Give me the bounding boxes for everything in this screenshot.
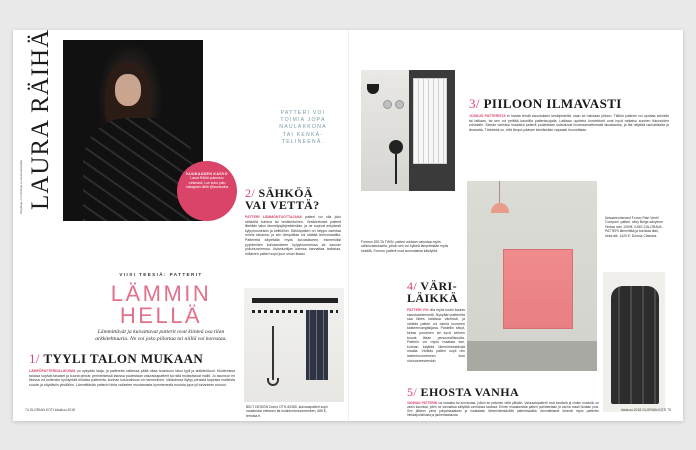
section-3-lead: JOSKUS PATTERISTA — [469, 114, 506, 118]
magazine-spread — [13, 30, 683, 421]
section-1-lead: LÄMPÖPATTERIVALIKOIMA — [29, 369, 76, 373]
section-2-number: 2/ — [245, 186, 256, 200]
portrait-face — [115, 74, 141, 106]
section-2-heading — [245, 187, 345, 211]
pendant-lamp — [367, 84, 379, 94]
portrait-dress — [83, 118, 193, 221]
towel-rack-photo — [244, 288, 344, 402]
section-2-lead: PATTERI LÄMMÖNTUOTTAJANA — [245, 215, 302, 219]
section-4-body — [407, 308, 465, 363]
section-4-heading — [407, 280, 465, 304]
round-mirror — [395, 100, 404, 109]
section-5-heading — [407, 386, 599, 399]
section-2-title-line1: SÄHKÖÄ — [258, 186, 313, 200]
round-mirror — [383, 100, 392, 109]
section-4-title-line2: LÄIKKÄ — [407, 291, 459, 305]
section-4-lead: PATTERI VOI — [407, 308, 429, 312]
section-4-title-line1: VÄRI- — [420, 279, 457, 293]
section-1-text: on nykyään laaja, ja pattereita valitessa pitää ottaa huomioon talon tyyli ja arkkitehtuuri. Modernissa talossa sopivat tasaiset ja suorat pinnat, perinteisessä talossa puolestaan valurautapatterit tai niitä muistuttavat mallit. Jo asunnon eri tiloissa voi kuitenkin hyödyntää erilaisia pattereita, kunhan kokonaisuus on harmoninen. Valikoimaa löytyy pienistä kapeista malleista suuriin ja näyttäviin yksilöihin. Lämmittävän patterin hinta vaihtelee muutamasta kymmenestä eurosta jopa yli tuhanteen euroon. — [29, 369, 235, 387]
page-gutter — [348, 30, 349, 421]
section-3-number: 3/ — [469, 96, 480, 111]
concrete-floor — [467, 341, 597, 371]
folio-left: 74 GLORIAN KOTI lokakuu 2018 — [25, 408, 75, 412]
folio-right: lokakuu 2018 GLORIAN KOTI 75 — [621, 408, 671, 412]
section-3-body — [469, 114, 669, 132]
badge-text: Laura Räihä pukeutuu rohkeasti. Lue koko juttu Instagram-tililtä @lauraraiha — [185, 176, 229, 190]
feature-kicker: VIISI TEESIÄ: PATTERIT — [119, 272, 203, 277]
section-1-title: TYYLI TALON MUKAAN — [43, 351, 204, 366]
section-5-text: voi maalata tai kunnostaa, jolloin se palvelee vielä pitkään. Valurautapatterit ovat kestäviä ja niiden muotoilu on usein kaunista, joten ne kannattaa säilyttää vanhoissa taloissa. Ennen maalaamista patteri puhdistetaan ja vanha maali hiotaan pois. Sen jälkeen pinta pohjamaalataan ja maalataan lämmönkestävällä patterimaalilla. Ammattilaiset tekevät myös patterien hiekkapuhallusta ja jauhemaalausta. — [407, 401, 599, 417]
section-3-title: PIILOON ILMAVASTI — [483, 96, 622, 111]
author-name: LAURA RÄIHÄ — [27, 28, 54, 210]
delta-twin-photo — [361, 70, 455, 191]
pink-caption: Nosaanrohenzed Formo Plan Ventil Compact -patteri, sävy Beige-sävyinen Hintaa noin 1000€. KING CALORAVA -PATTERI lämmittää ja koristaa tilan, hinta alk. 1420 €, Domus Classica. — [605, 216, 664, 238]
section-5-title: EHOSTA VANHA — [420, 385, 520, 399]
pull-quote: PATTERI VOI TOIMIA JOPA NAULAKKONA TAI KENKÄ-TELINEENÄ. — [279, 110, 327, 145]
rack-bar — [252, 298, 338, 303]
stool-leg — [395, 154, 397, 184]
pink-radiator-photo — [467, 181, 597, 371]
section-5-lead: VANHAN PATTERIN — [407, 401, 438, 405]
section-1-heading — [29, 352, 241, 366]
section-2-body — [245, 215, 341, 256]
pendant-shade — [491, 203, 509, 213]
white-radiator — [413, 78, 447, 164]
section-1-number: 1/ — [29, 351, 40, 366]
section-2-title-line2: VAI VETTÄ? — [245, 198, 320, 212]
delta-caption: Formon DELTA TWIN -patteri voidaan varustaa myös sähkövastuksella, jolloin sen voi kytkeä lämpiämään myös kesällä. Formon patterit ovat suomalaista käsityötä. — [361, 240, 449, 253]
belt-caption: BELT DESIGN Domo OTH-50365 -kuivauspatteri sopii naulakoksi eteiseen tai kodinhoitohuoneeseen, 685 €, tetrosta.fi. — [246, 405, 328, 418]
cast-iron-radiator-photo — [603, 272, 665, 412]
pink-radiator — [503, 249, 573, 329]
umbrella — [272, 326, 274, 380]
section-5-number: 5/ — [407, 385, 418, 399]
section-3-heading — [469, 97, 669, 111]
headline-line2: HELLÄ — [119, 303, 203, 328]
section-3-text: ei haluta tehdä sisustuksen keskipistettä, vaan se halutaan piiloon. Tällöin patterin voi upottaa seinään tai lattiaan, tai sen voi peittää kauniilla patterisuojalla. Lattiaan upotetut konvektorit ovat hyvä ratkaisu suurten ikkunoiden edustalle. Seinän värisiksi maalatut patterit puolestaan sulautuvat huomaamattomasti taustaansa, ja tila näyttää rauhalliselta ja ilmavalta. Tärkeintä on, että lämpö pääsee kiertämään vapaasti huonetilaan. — [469, 114, 669, 132]
cast-iron-radiator — [611, 286, 659, 404]
author-role: Kirjoittaja on toimittaja ja sisustuskirjailija — [19, 159, 23, 214]
striped-towel — [306, 310, 328, 380]
black-stool — [389, 140, 403, 154]
section-2-text: patteri voi olla joko sähköllä toimiva tai vesikiertoinen. Vesikiertoiset patterit liitetään talon lämmitysjärjestelmään, ja ne sopivat erityisesti kylpyhuoneisiin ja keittiöihin. Sähköpatteri on helppo asentaa minne tahansa, ja sen lämpötilaa voi säätää termostaatilla. Pattereita käytetään myös kuivatukseen, esimerkiksi pyyhkeiden kuivaamiseen kylpyhuoneessa tai saunan pukuhuoneessa. Asiantuntijan kanssa kannattaa tarkistaa, millainen patteri sopii juuri sinun tilaasi. — [245, 215, 341, 256]
pendant-cord — [499, 181, 500, 203]
section-4-number: 4/ — [407, 279, 418, 293]
badge-heading: KUUKAUDEN KASVO — [186, 172, 228, 176]
section-4-text: olla myös kodin kaunis sisustuselementti. Nykyään pattereita saa lähes kaikissa väreissä, ja värikäs patteri voi toimia huoneen katseenvangitsijana. Pastellin sävyt, kirkas punainen tai syvä sininen tuovat tilaan persoonallisuutta. Patterin voi myös maalata itse, kunhan käyttää lämmönkestävää maalia. Värikäs patteri sopii niin lastenhuoneeseen kuin olohuoneeseenkin. — [407, 308, 465, 363]
feature-deck: Lämmittävät ja kuivattavat patterit ovat kiinteä osa tilan arkkitehtuuria. Ne voi joko piilottaa tai niillä voi korostaa. — [95, 329, 227, 342]
feature-headline — [83, 283, 239, 327]
section-5-body — [407, 401, 599, 417]
headline-line1: LÄMMIN — [110, 281, 212, 306]
section-1-body — [29, 369, 235, 387]
author-badge — [177, 161, 237, 221]
